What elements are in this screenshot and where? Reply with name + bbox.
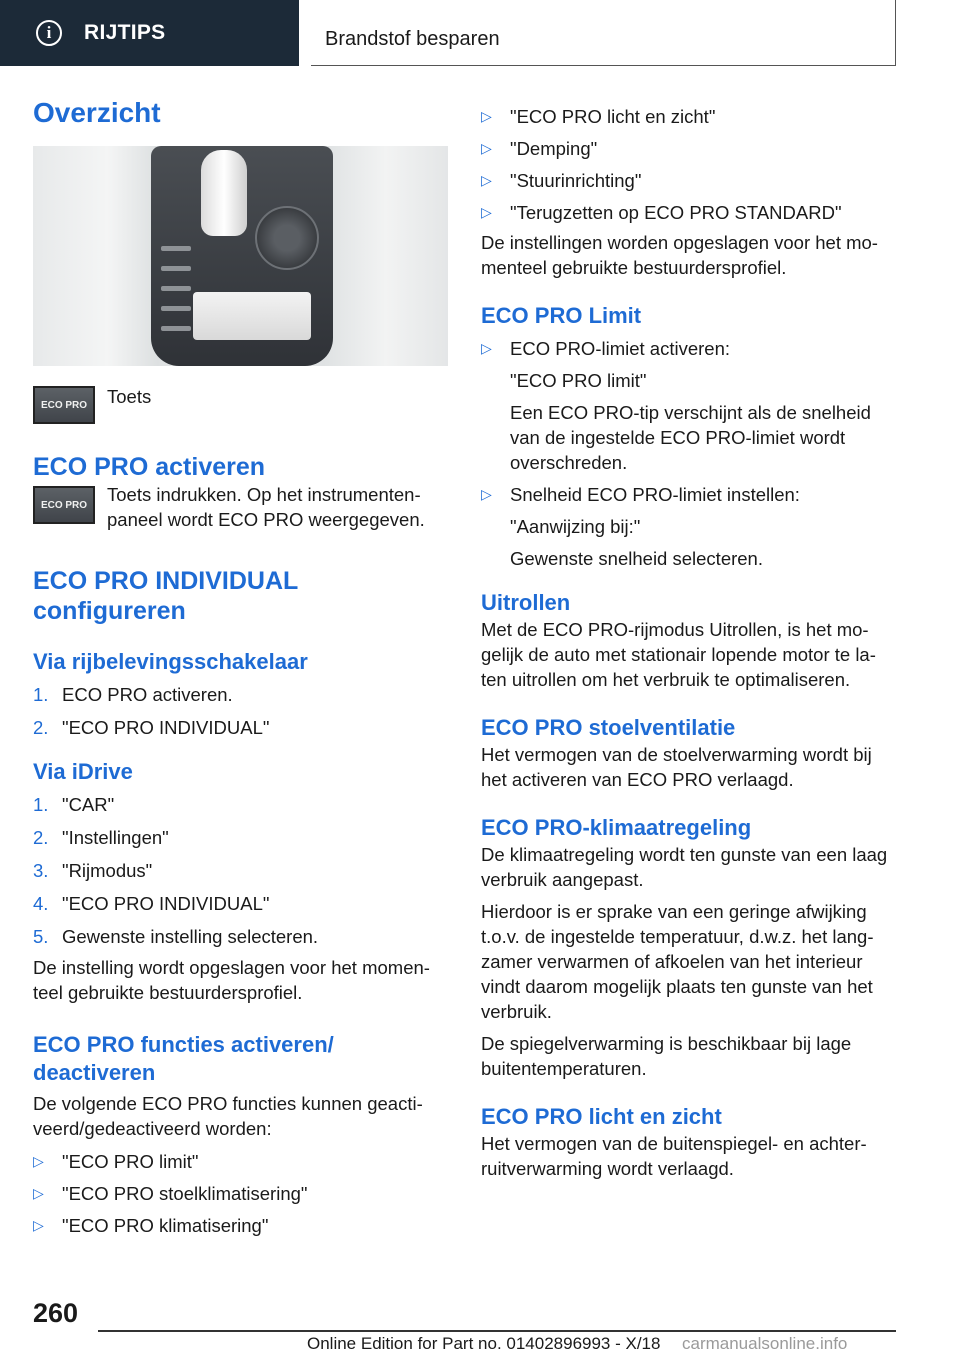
list-item: ▷ "ECO PRO licht en zicht" [481,106,716,127]
page-number: 260 [33,1298,79,1328]
key-caption: Toets [107,386,152,407]
edition-text: Online Edition for Part no. 01402896993 - X/18 [307,1334,661,1353]
list-item: ▷ ECO PRO-limiet activeren: "ECO PRO limit" Een ECO PRO-tip verschijnt als de snelheid van de ingestelde ECO PRO-limiet wordt overschreden. [481,338,871,473]
functies-list-cont [481,104,896,225]
functies-text: De volgende ECO PRO functies kunnen geacti-veerd/gedeactiveerd worden: [33,1093,423,1139]
list-item: ▷ "Demping" [481,138,598,159]
triangle-bullet-icon: ▷ [481,486,492,502]
console-button [161,286,191,291]
heading-limit: ECO PRO Limit [481,303,642,328]
console-button [161,326,191,331]
schakelaar-steps [33,682,448,740]
triangle-bullet-icon: ▷ [481,172,492,188]
footer-divider [98,1330,896,1332]
heading-individual: ECO PRO INDIVIDUAL configureren [33,567,298,625]
list-item: 2. "ECO PRO INDIVIDUAL" [33,717,270,738]
klimaat-text-3: De spiegelverwarming is beschikbaar bij lage buitentemperaturen. [481,1033,852,1079]
subsection-box [311,0,896,66]
triangle-bullet-icon: ▷ [33,1217,44,1233]
functies-list [33,1149,448,1238]
heading-stoelventilatie: ECO PRO stoelventilatie [481,715,736,740]
gear-selector [201,150,247,236]
licht-text: Het vermogen van de buitenspiegel- en achter-ruitverwarming wordt verlaagd. [481,1133,867,1179]
key-legend [33,386,448,424]
eco-pro-key-icon: ECO PRO [33,386,95,424]
list-item: ▷ "ECO PRO stoelklimatisering" [33,1183,308,1204]
triangle-bullet-icon: ▷ [33,1153,44,1169]
list-item: 5. Gewenste instelling selecteren. [33,926,319,947]
console-button [161,266,191,271]
heading-licht-zicht: ECO PRO licht en zicht [481,1104,722,1129]
list-item: ▷ "Stuurinrichting" [481,170,642,191]
triangle-bullet-icon: ▷ [481,340,492,356]
triangle-bullet-icon: ▷ [33,1185,44,1201]
heading-functies: ECO PRO functies activeren/ deactiveren [33,1032,334,1085]
klimaat-text-1: De klimaatregeling wordt ten gunste van een laag verbruik aangepast. [481,844,888,890]
idrive-steps [33,792,448,949]
left-column [33,96,448,1245]
heading-klimaatregeling: ECO PRO-klimaatregeling [481,815,752,840]
list-item: 1. "CAR" [33,794,115,815]
console-button [161,246,191,251]
heading-eco-pro-activeren: ECO PRO activeren [33,453,266,481]
center-console-photo [33,146,448,366]
subsection-title: Brandstof besparen [325,28,500,50]
info-icon: i [36,20,62,46]
triangle-bullet-icon: ▷ [481,204,492,220]
eco-pro-key-icon: ECO PRO [33,486,95,524]
functies-note: De instellingen worden opgeslagen voor het mo-menteel gebruikte bestuurdersprofiel. [481,232,878,278]
list-item: 4. "ECO PRO INDIVIDUAL" [33,893,270,914]
activeren-text: Toets indrukken. Op het instrumenten-paneel wordt ECO PRO weergegeven. [107,484,425,530]
list-item: 1. ECO PRO activeren. [33,684,233,705]
uitrollen-text: Met de ECO PRO-rijmodus Uitrollen, is het mo-gelijk de auto met stationair lopende motor te la-ten uitrollen om het verbruik te optimaliseren. [481,619,876,690]
idrive-controller [255,206,319,270]
triangle-bullet-icon: ▷ [481,140,492,156]
list-item: 3. "Rijmodus" [33,860,153,881]
right-column [481,104,896,1181]
stoel-text: Het vermogen van de stoelverwarming wordt bij het activeren van ECO PRO verlaagd. [481,744,872,790]
page-header [0,0,960,66]
heading-overzicht: Overzicht [33,97,161,128]
idrive-note: De instelling wordt opgeslagen voor het momen-teel gebruikte bestuurdersprofiel. [33,957,430,1003]
list-item: ▷ "Terugzetten op ECO PRO STANDARD" [481,202,842,223]
watermark: carmanualsonline.info [682,1334,848,1353]
limit-list [481,336,896,571]
list-item: 2. "Instellingen" [33,827,169,848]
list-item: ▷ "ECO PRO klimatisering" [33,1215,269,1236]
section-title: RIJTIPS [84,21,166,44]
activeren-row [33,486,448,532]
triangle-bullet-icon: ▷ [481,108,492,124]
section-tab [0,0,299,66]
console-button [161,306,191,311]
heading-uitrollen: Uitrollen [481,590,571,615]
list-item: ▷ Snelheid ECO PRO-limiet instellen: "Aanwijzing bij:" Gewenste snelheid selecteren. [481,484,800,569]
list-item: ▷ "ECO PRO limit" [33,1151,199,1172]
klimaat-text-2: Hierdoor is er sprake van een geringe afwijking t.o.v. de ingestelde temperatuur, d.w.z. het lang-zamer verwarmen of afkoelen van het interieur vindt daarom mogelijk plaats ten gunste van het verbruik. [481,901,874,1022]
heading-via-schakelaar: Via rijbelevingsschakelaar [33,649,308,674]
heading-via-idrive: Via iDrive [33,759,133,784]
console-tray [193,292,311,340]
